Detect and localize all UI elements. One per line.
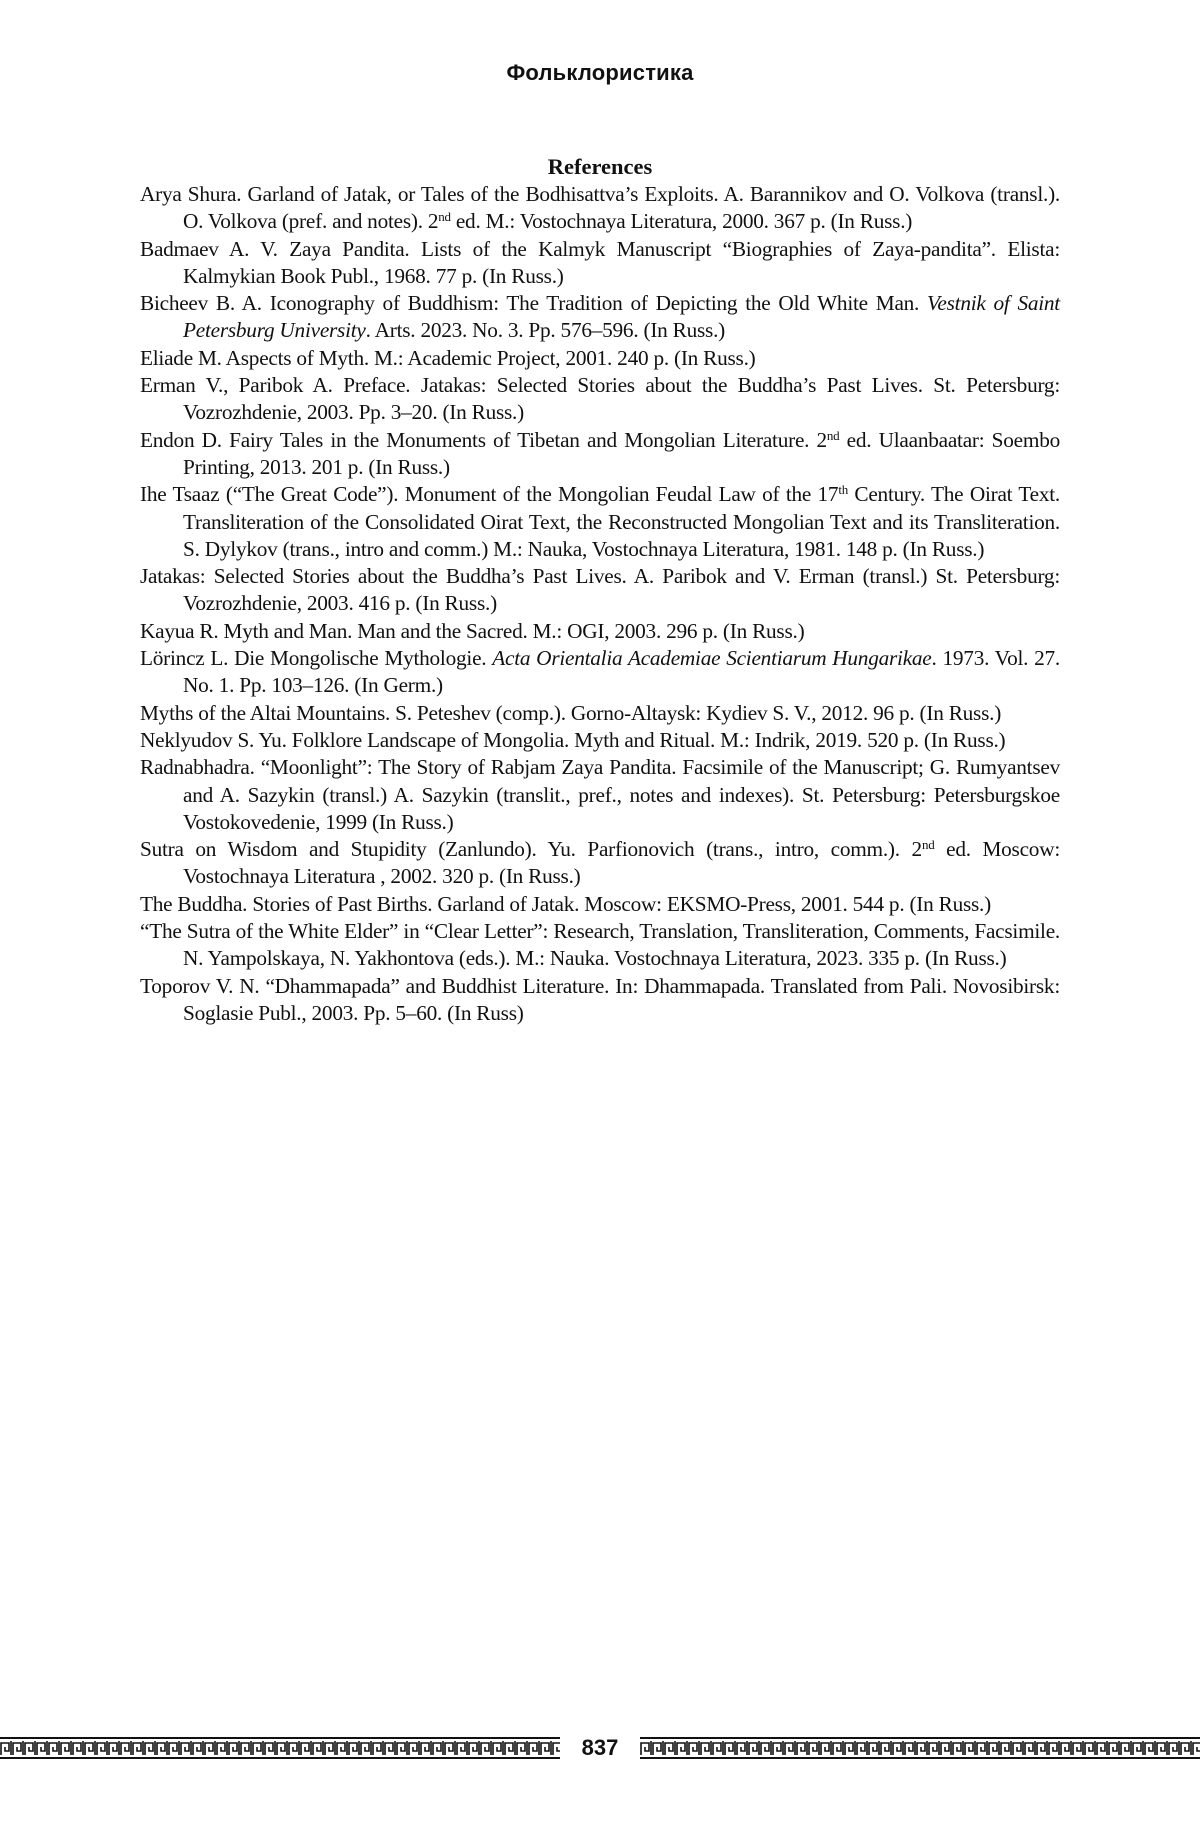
reference-text: Eliade M. Aspects of Myth. M.: Academic Project, 2001. 240 p. (In Russ.) [140, 346, 756, 370]
reference-entry [140, 618, 1060, 645]
reference-text: ed. M.: Vostochnaya Literatura, 2000. 367 p. (In Russ.) [451, 209, 912, 233]
reference-entry [140, 754, 1060, 836]
reference-text: Lörincz L. Die Mongolische Mythologie. [140, 646, 492, 670]
reference-entry [140, 290, 1060, 345]
reference-text: . 1973. Vol. 27. No. 1. Pp. 103–126. (In Germ.) [183, 646, 1060, 697]
reference-entry [140, 345, 1060, 372]
reference-text: Kayua R. Myth and Man. Man and the Sacred. M.: OGI, 2003. 296 p. (In Russ.) [140, 619, 804, 643]
reference-entry [140, 727, 1060, 754]
superscript: nd [922, 837, 935, 852]
running-header: Фольклористика [0, 60, 1200, 86]
reference-entry [140, 645, 1060, 700]
reference-entry [140, 563, 1060, 618]
reference-text: Bicheev B. A. Iconography of Buddhism: The Tradition of Depicting the Old White Man. [140, 291, 927, 315]
reference-text: The Buddha. Stories of Past Births. Garland of Jatak. Moscow: EKSMO-Press, 2001. 544 p. (In Russ.) [140, 892, 991, 916]
reference-text: ed. Moscow: Vostochnaya Literatura , 2002. 320 p. (In Russ.) [183, 837, 1060, 888]
reference-text: Radnabhadra. “Moonlight”: The Story of Rabjam Zaya Pandita. Facsimile of the Manuscript; G. Rumyantsev and A. Sazykin (transl.) A. Sazykin (translit., pref., notes and indexes). St. Petersburg: Petersburgskoe Vostokovedenie, 1999 (In Russ.) [140, 755, 1060, 834]
page-number [0, 1735, 1200, 1761]
reference-entry [140, 973, 1060, 1028]
reference-entry [140, 481, 1060, 563]
reference-text: Myths of the Altai Mountains. S. Peteshev (comp.). Gorno-Altaysk: Kydiev S. V., 2012. 96 p. (In Russ.) [140, 701, 1001, 725]
reference-entry [140, 918, 1060, 973]
reference-text: Badmaev A. V. Zaya Pandita. Lists of the Kalmyk Manuscript “Biographies of Zaya-pandita”. Elista: Kalmykian Book Publ., 1968. 77 p. (In Russ.) [140, 237, 1060, 288]
reference-text: “The Sutra of the White Elder” in “Clear Letter”: Research, Translation, Transliteration, Comments, Facsimile. N. Yampolskaya, N. Yakhontova (eds.). M.: Nauka. Vostochnaya Literatura, 2023. 335 p. (In Russ.) [140, 919, 1060, 970]
reference-entry [140, 181, 1060, 236]
reference-text: . Arts. 2023. No. 3. Pp. 576–596. (In Russ.) [366, 318, 725, 342]
references-list [140, 181, 1060, 1027]
superscript: nd [438, 209, 451, 224]
reference-text: Endon D. Fairy Tales in the Monuments of Tibetan and Mongolian Literature. 2 [140, 428, 827, 452]
reference-text: ed. Ulaanbaatar: Soembo Printing, 2013. 201 p. (In Russ.) [183, 428, 1060, 479]
reference-entry [140, 836, 1060, 891]
reference-entry [140, 700, 1060, 727]
reference-text: Jatakas: Selected Stories about the Buddha’s Past Lives. A. Paribok and V. Erman (transl.) St. Petersburg: Vozrozhdenie, 2003. 416 p. (In Russ.) [140, 564, 1060, 615]
reference-text: Century. The Oirat Text. Transliteration of the Consolidated Oirat Text, the Reconstructed Mongolian Text and its Transliteration. S. Dylykov (trans., intro and comm.) M.: Nauka, Vostochnaya Literatura, 1981. 148 p. (In Russ.) [183, 482, 1060, 561]
journal-title: Vestnik of Saint Petersburg University [183, 291, 1060, 342]
reference-entry [140, 236, 1060, 291]
references-title: References [0, 154, 1200, 180]
reference-text: Sutra on Wisdom and Stupidity (Zanlundo). Yu. Parfionovich (trans., intro, comm.). 2 [140, 837, 922, 861]
reference-text: Toporov V. N. “Dhammapada” and Buddhist Literature. In: Dhammapada. Translated from Pali. Novosibirsk: Soglasie Publ., 2003. Pp. 5–60. (In Russ) [140, 974, 1060, 1025]
reference-text: Arya Shura. Garland of Jatak, or Tales of the Bodhisattva’s Exploits. A. Barannikov and O. Volkova (transl.). O. Volkova (pref. and notes). 2 [140, 182, 1060, 233]
superscript: nd [827, 428, 840, 443]
reference-entry [140, 372, 1060, 427]
reference-text: Neklyudov S. Yu. Folklore Landscape of Mongolia. Myth and Ritual. M.: Indrik, 2019. 520 p. (In Russ.) [140, 728, 1005, 752]
journal-title: Acta Orientalia Academiae Scientiarum Hungarikae [492, 646, 931, 670]
reference-entry [140, 891, 1060, 918]
reference-text: Ihe Tsaaz (“The Great Code”). Monument of the Mongolian Feudal Law of the 17 [140, 482, 838, 506]
superscript: th [838, 482, 848, 497]
reference-text: Erman V., Paribok A. Preface. Jatakas: Selected Stories about the Buddha’s Past Lives. St. Petersburg: Vozrozhdenie, 2003. Pp. 3–20. (In Russ.) [140, 373, 1060, 424]
page-number-text: 837 [570, 1735, 631, 1760]
reference-entry [140, 427, 1060, 482]
